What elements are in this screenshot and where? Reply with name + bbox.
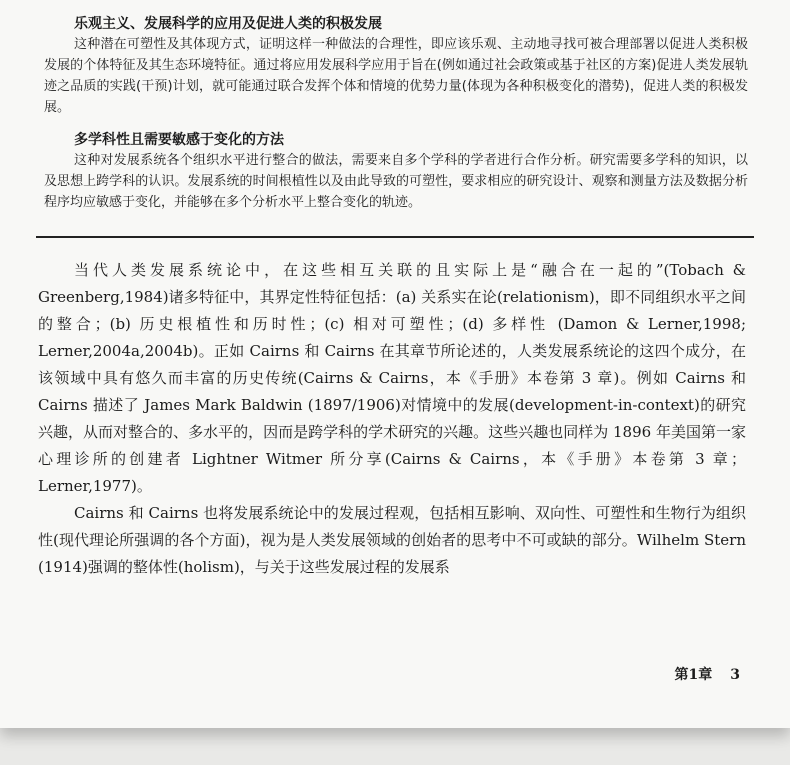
summary-box: [44, 14, 748, 213]
summary-section-optimism: [44, 14, 748, 118]
chapter-label: 第1章: [674, 667, 713, 683]
section-text: 这种潜在可塑性及其体现方式，证明这样一种做法的合理性，即应该乐观、主动地寻找可被合理部署以促进人类积极发展的个体特征及其生态环境特征。通过将应用发展科学应用于旨在(例如通过社会政策或基于社区的方案)促进人类发展轨迹之品质的实践(干预)计划，就可能通过联合发挥个体和情境的优势力量(体现为各种积极变化的潜势)，促进人类的积极发展。: [44, 37, 748, 115]
divider-rule: [36, 236, 754, 238]
page-number: 3: [730, 667, 740, 683]
body-paragraph: Cairns 和 Cairns 也将发展系统论中的发展过程观，包括相互影响、双向性、可塑性和生物行为组织性(现代理论所强调的各个方面)，视为是人类发展领域的创始者的思考中不可或缺的部分。Wilhelm Stern (1914)强调的整体性(holism)，与关于这些发展过程的发展系: [38, 504, 746, 576]
page-footer: [0, 664, 740, 684]
summary-section-multidisciplinary: [44, 130, 748, 213]
section-heading: 乐观主义、发展科学的应用及促进人类的积极发展: [74, 16, 382, 32]
section-heading: 多学科性且需要敏感于变化的方法: [74, 132, 284, 148]
body-paragraph: 当代人类发展系统论中，在这些相互关联的且实际上是“融合在一起的”(Tobach & Greenberg,1984)诸多特征中，其界定性特征包括：(a) 关系实在论(relationism)，即不同组织水平之间的整合；(b) 历史根植性和历时性；(c) 相对可塑性；(d) 多样性 (Damon & Lerner,1998; Lerner,2004a,2004b)。正如 Cairns 和 Cairns 在其章节所论述的，人类发展系统论的这四个成分，在该领域中具有悠久而丰富的历史传统(Cairns & Cairns，本《手册》本卷第 3 章)。例如 Cairns 和 Cairns 描述了 James Mark Baldwin (1897/1906)对情境中的发展(development-in-context)的研究兴趣，从而对整合的、多水平的，因而是跨学科的学术研究的兴趣。这些兴趣也同样为 1896 年美国第一家心理诊所的创建者 Lightner Witmer 所分享(Cairns & Cairns，本《手册》本卷第 3 章； Lerner,1977)。: [38, 261, 746, 495]
section-text: 这种对发展系统各个组织水平进行整合的做法，需要来自多个学科的学者进行合作分析。研究需要多学科的知识，以及思想上跨学科的认识。发展系统的时间根植性以及由此导致的可塑性，要求相应的研究设计、观察和测量方法及数据分析程序均应敏感于变化，并能够在多个分析水平上整合变化的轨迹。: [44, 153, 748, 210]
body-text: [38, 257, 746, 581]
